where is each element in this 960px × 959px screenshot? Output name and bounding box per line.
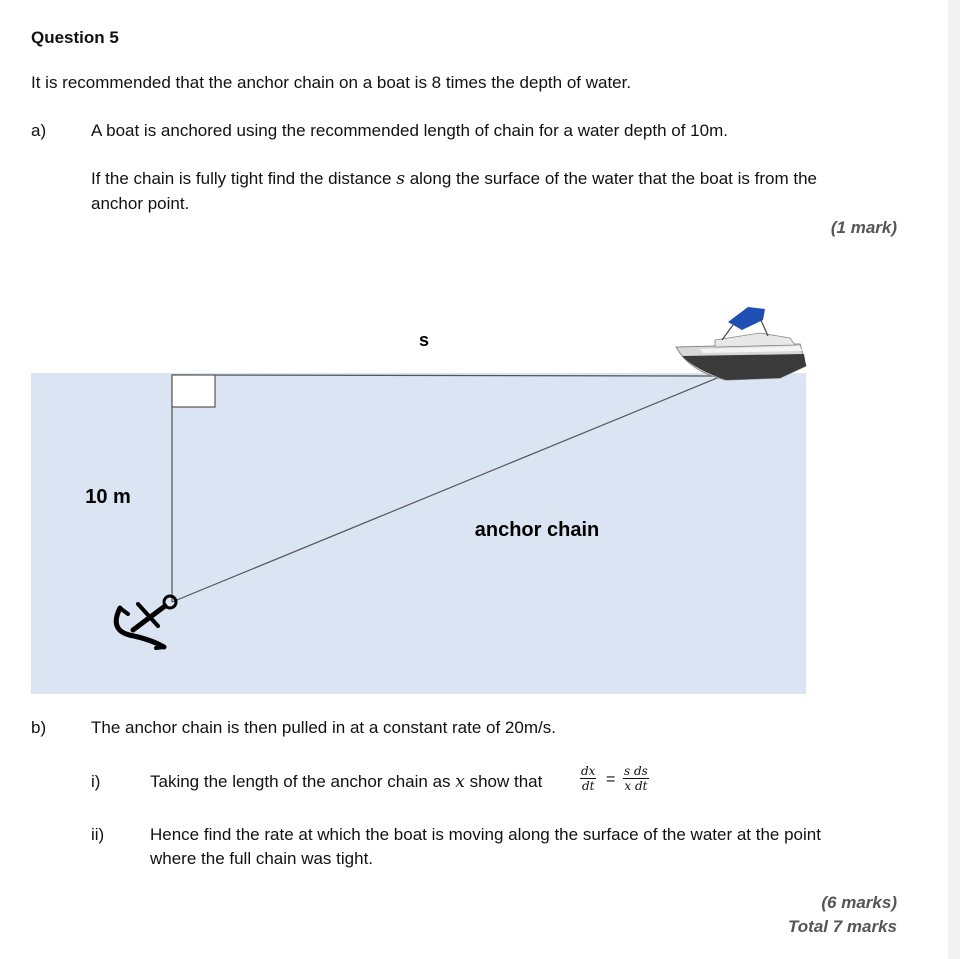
part-a-instruction-prefix: If the chain is fully tight find the distance	[91, 169, 397, 188]
equals-sign: =	[606, 771, 616, 788]
label-depth: 10 m	[85, 486, 131, 508]
part-b-i-label: i)	[91, 772, 101, 791]
question-intro: It is recommended that the anchor chain on a boat is 8 times the depth of water.	[31, 73, 632, 92]
part-b-i-suffix: show that	[464, 772, 543, 791]
part-b-marks: (6 marks)	[821, 893, 897, 912]
part-a-label: a)	[31, 121, 47, 140]
fraction-sds-xdt-numerator: s ds	[624, 764, 648, 778]
fraction-dx-dt-numerator: dx	[581, 764, 596, 778]
part-b-i-prefix: Taking the length of the anchor chain as	[150, 772, 456, 791]
part-b-ii-label: ii)	[91, 825, 105, 844]
part-a-text: A boat is anchored using the recommended length of chain for a water depth of 10m.	[91, 121, 728, 140]
part-b-ii-text-continued: where the full chain was tight.	[150, 849, 374, 868]
part-a-instruction-continued: anchor point.	[91, 194, 190, 213]
part-b-i-text	[150, 769, 542, 795]
total-marks: Total 7 marks	[788, 917, 897, 936]
part-a-instruction-suffix: along the surface of the water that the boat is from the	[404, 169, 817, 188]
part-b-label: b)	[31, 718, 47, 737]
var-x: x	[455, 772, 465, 792]
label-anchor-chain: anchor chain	[474, 519, 600, 541]
part-b-text: The anchor chain is then pulled in at a constant rate of 20m/s.	[91, 718, 556, 737]
question-title: Question 5	[31, 28, 119, 47]
anchor-diagram	[0, 290, 960, 700]
boat-icon	[676, 307, 806, 380]
fraction-dx-dt	[580, 764, 596, 793]
var-s: s	[396, 169, 405, 189]
label-s: s	[418, 330, 430, 350]
fraction-sds-xdt-denominator: x dt	[624, 779, 648, 793]
part-a-marks: (1 mark)	[830, 218, 897, 237]
water-body	[31, 373, 806, 694]
part-b-ii-text: Hence find the rate at which the boat is moving along the surface of the water at the point	[150, 825, 821, 844]
right-angle-marker	[172, 375, 215, 407]
fraction-sds-xdt	[623, 764, 649, 793]
fraction-dx-dt-denominator: dt	[581, 779, 595, 793]
part-a-instruction	[91, 166, 817, 192]
